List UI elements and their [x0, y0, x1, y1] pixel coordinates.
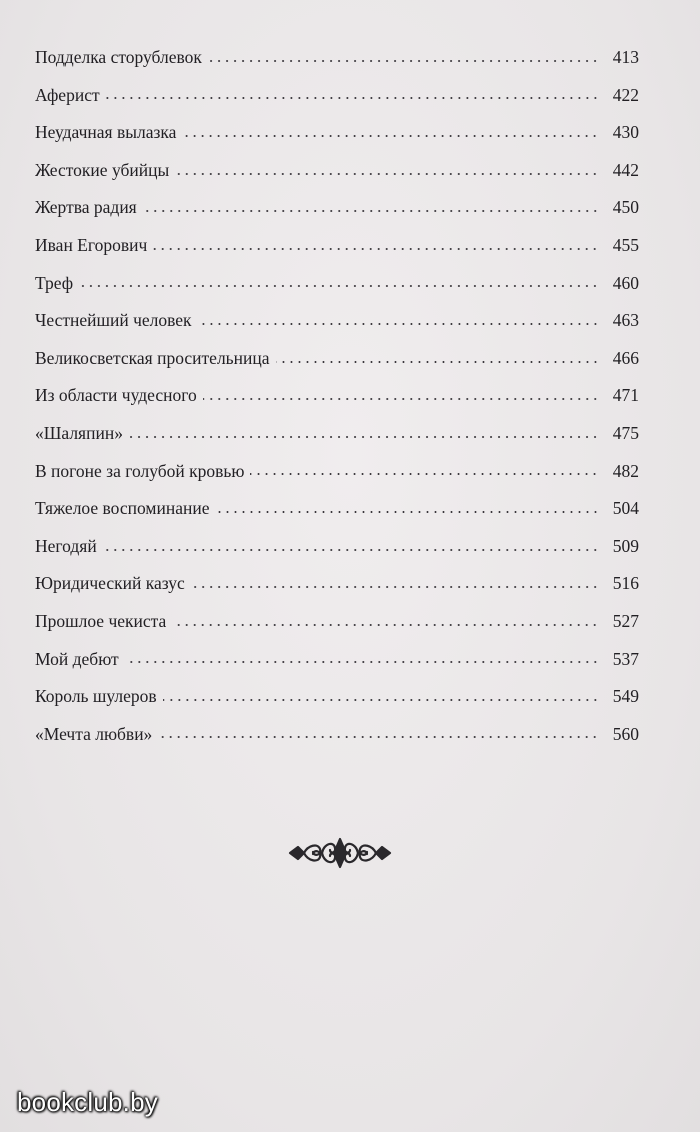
entry-title: Аферист	[35, 84, 100, 105]
entry-title: Тяжелое воспоминание	[35, 498, 210, 519]
entry-title: Прошлое чекиста	[35, 610, 167, 631]
dot-leader	[103, 549, 599, 551]
watermark: bookclub.by	[17, 1087, 158, 1117]
entry-title: В погоне за голубой кровью	[35, 460, 245, 481]
entry-page-number: 422	[612, 84, 639, 105]
entry-title: Треф	[35, 272, 74, 293]
entry-title: Из области чудесного	[35, 385, 197, 406]
entry-page-number: 504	[612, 498, 639, 519]
toc-entry	[35, 152, 639, 190]
entry-page-number: 460	[612, 272, 639, 293]
fleuron-ornament-icon	[288, 833, 392, 873]
dot-leader	[172, 624, 599, 626]
entry-title: «Шаляпин»	[35, 422, 123, 443]
entry-page-number: 463	[612, 310, 639, 331]
toc-entry	[35, 302, 639, 340]
entry-page-number: 560	[612, 723, 639, 744]
toc-entry	[35, 340, 639, 378]
dot-leader	[175, 173, 599, 175]
entry-title: Мой дебют	[35, 648, 119, 669]
toc-entry	[35, 565, 639, 603]
entry-page-number: 475	[612, 422, 639, 443]
toc-entry	[35, 77, 639, 115]
entry-title: Честнейший человек	[35, 310, 192, 331]
entry-page-number: 527	[612, 610, 639, 631]
dot-leader	[125, 661, 599, 663]
entry-title: Великосветская просительница	[35, 347, 270, 368]
entry-title: Иван Егорович	[35, 235, 148, 256]
entry-page-number: 471	[612, 385, 639, 406]
entry-page-number: 516	[612, 573, 639, 594]
entry-title: Король шулеров	[35, 686, 157, 707]
entry-page-number: 466	[612, 347, 639, 368]
dot-leader	[198, 323, 599, 325]
entry-page-number: 482	[612, 460, 639, 481]
entry-title: «Мечта любви»	[35, 723, 153, 744]
dot-leader	[106, 97, 599, 99]
dot-leader	[143, 210, 599, 212]
entry-title: Негодяй	[35, 535, 97, 556]
toc-entry	[35, 114, 639, 152]
dot-leader	[129, 436, 599, 438]
toc-entry	[35, 528, 639, 566]
toc-entry	[35, 603, 639, 641]
toc-entry	[35, 641, 639, 679]
entry-page-number: 509	[612, 535, 639, 556]
entry-page-number: 455	[612, 235, 639, 256]
toc-entry	[35, 678, 639, 716]
dot-leader	[216, 511, 600, 513]
table-of-contents	[35, 39, 639, 753]
entry-page-number: 450	[612, 197, 639, 218]
dot-leader	[250, 473, 599, 475]
dot-leader	[203, 398, 599, 400]
dot-leader	[153, 248, 599, 250]
entry-page-number: 442	[612, 159, 639, 180]
dot-leader	[208, 60, 599, 62]
entry-title: Жертва радия	[35, 197, 137, 218]
toc-entry	[35, 415, 639, 453]
toc-entry	[35, 453, 639, 491]
entry-title: Юридический казус	[35, 573, 185, 594]
entry-title: Подделка сторублевок	[35, 47, 202, 68]
dot-leader	[276, 361, 599, 363]
toc-entry	[35, 227, 639, 265]
toc-entry	[35, 189, 639, 227]
dot-leader	[79, 285, 599, 287]
toc-entry	[35, 39, 639, 77]
entry-title: Жестокие убийцы	[35, 159, 170, 180]
dot-leader	[158, 736, 599, 738]
dot-leader	[182, 135, 599, 137]
dot-leader	[191, 586, 599, 588]
dot-leader	[163, 699, 599, 701]
entry-page-number: 430	[612, 122, 639, 143]
toc-entry	[35, 716, 639, 754]
entry-page-number: 413	[612, 47, 639, 68]
entry-title: Неудачная вылазка	[35, 122, 177, 143]
toc-entry	[35, 265, 639, 303]
toc-entry	[35, 377, 639, 415]
entry-page-number: 549	[612, 686, 639, 707]
entry-page-number: 537	[612, 648, 639, 669]
toc-entry	[35, 490, 639, 528]
